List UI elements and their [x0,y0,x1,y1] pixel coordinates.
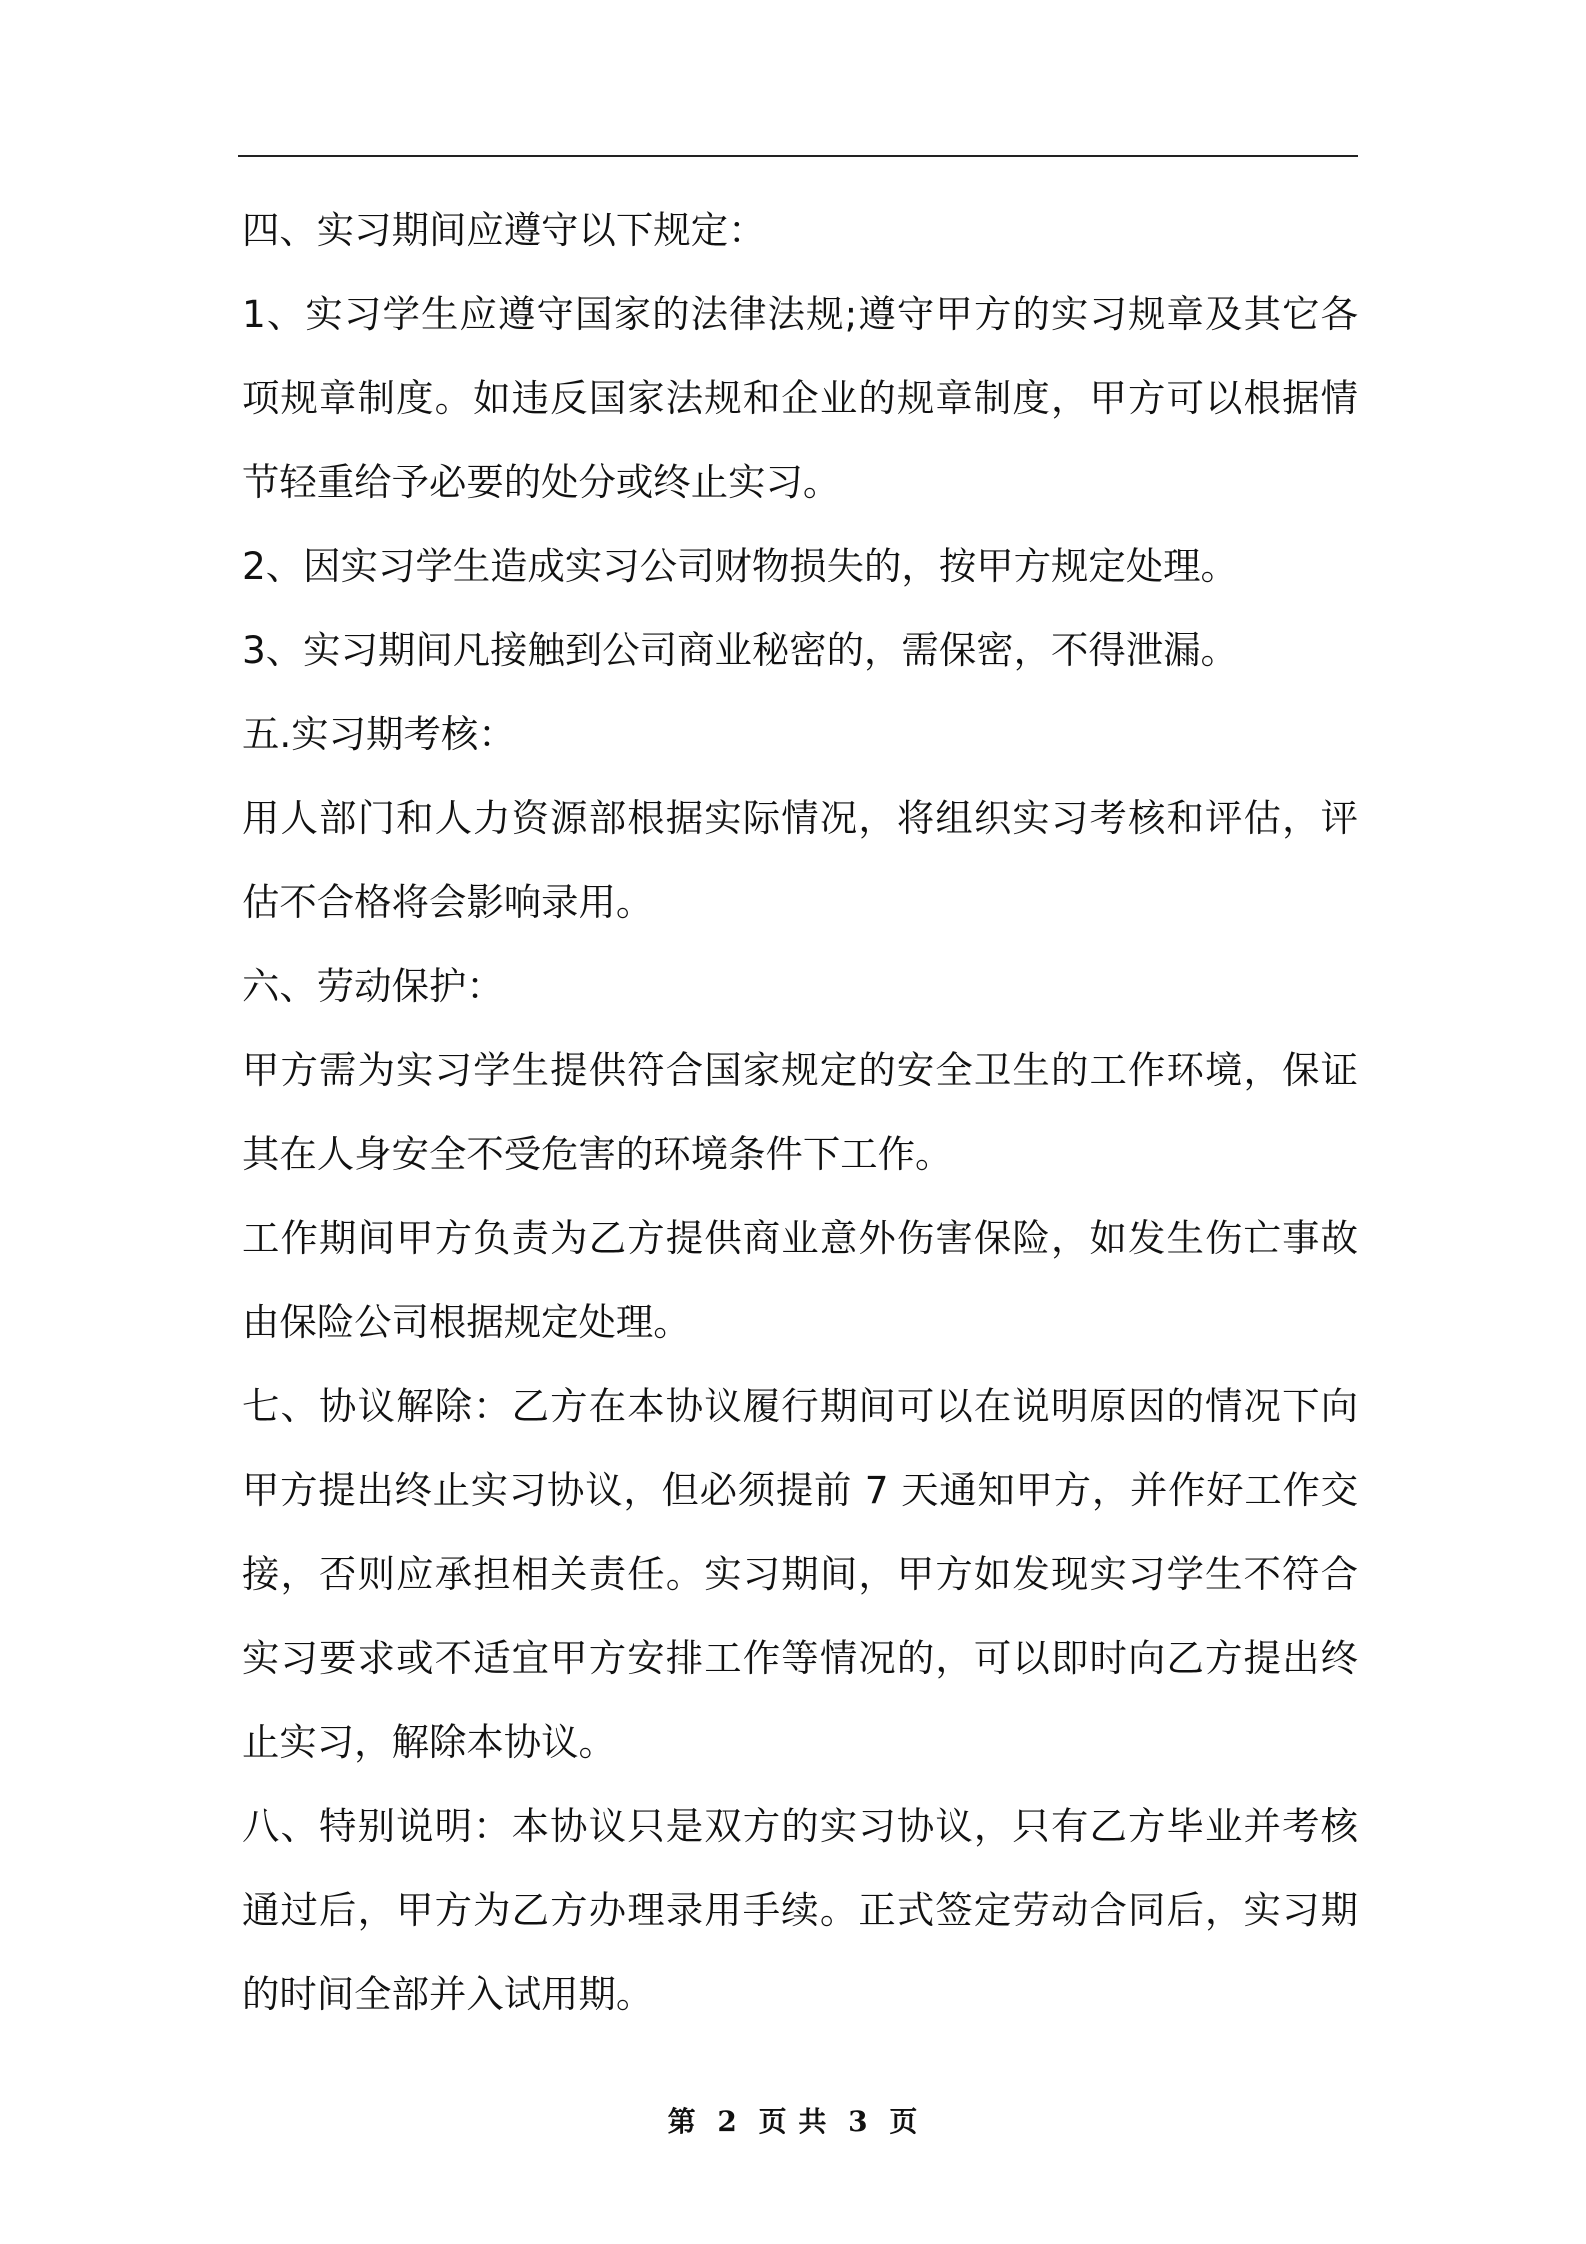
current-page-number: 2 [717,2105,738,2138]
document-body [242,188,1358,2036]
footer-prefix: 第 [667,2105,697,2138]
section-heading-4: 四、实习期间应遵守以下规定： [242,208,766,252]
paragraph-protection-environment: 甲方需为实习学生提供符合国家规定的安全卫生的工作环境，保证其在人身安全不受危害的环境条件下工作。 [242,1048,1358,1176]
header-rule [238,155,1358,157]
paragraph-rule-2: 2、因实习学生造成实习公司财物损失的，按甲方规定处理。 [242,544,1238,588]
footer-suffix: 页 [889,2105,919,2138]
footer-middle: 页 共 [758,2105,828,2138]
section-8-special-note: 八、特别说明：本协议只是双方的实习协议，只有乙方毕业并考核通过后，甲方为乙方办理录用手续。正式签定劳动合同后，实习期的时间全部并入试用期。 [242,1804,1358,2016]
section-heading-6: 六、劳动保护： [242,964,504,1008]
paragraph-protection-insurance: 工作期间甲方负责为乙方提供商业意外伤害保险，如发生伤亡事故由保险公司根据规定处理。 [242,1216,1358,1344]
page-footer [0,2100,1586,2140]
section-7-termination: 七、协议解除：乙方在本协议履行期间可以在说明原因的情况下向甲方提出终止实习协议，但必须提前 7 天通知甲方，并作好工作交接，否则应承担相关责任。实习期间，甲方如发现实习学生不符合实习要求或不适宜甲方安排工作等情况的，可以即时向乙方提出终止实习，解除本协议。 [242,1384,1358,1764]
section-heading-5: 五.实习期考核： [242,712,516,756]
paragraph-rule-1: 1、实习学生应遵守国家的法律法规;遵守甲方的实习规章及其它各项规章制度。如违反国家法规和企业的规章制度，甲方可以根据情节轻重给予必要的处分或终止实习。 [242,292,1358,504]
paragraph-assessment: 用人部门和人力资源部根据实际情况，将组织实习考核和评估，评估不合格将会影响录用。 [242,796,1358,924]
paragraph-rule-3: 3、实习期间凡接触到公司商业秘密的，需保密，不得泄漏。 [242,628,1238,672]
total-pages-number: 3 [848,2105,869,2138]
